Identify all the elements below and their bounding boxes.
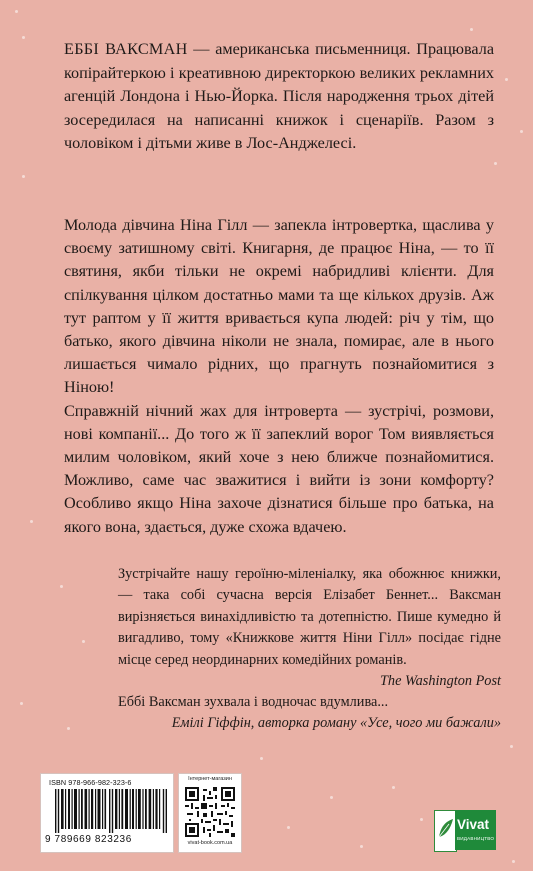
barcode-icon <box>55 789 167 833</box>
decorative-speck <box>287 826 290 829</box>
decorative-speck <box>392 786 395 789</box>
review-text: Зустрічайте нашу героїню-міленіалку, яка обожнює книжки, — така собі сучасна версія Елізабет Беннет... Ваксман вирізняється винахідливістю та дотепністю. Пише кумедно й вигадливо, тому «Книжкове життя Ніни Гілл» посідає гідне місце серед неординарних комедійних романів. <box>118 566 501 668</box>
decorative-speck <box>30 520 33 523</box>
decorative-speck <box>20 702 23 705</box>
author-bio <box>64 38 494 156</box>
review-quote <box>118 564 501 692</box>
decorative-speck <box>512 860 515 863</box>
decorative-speck <box>82 640 85 643</box>
barcode-digits: 9 789669 823236 <box>45 834 132 845</box>
book-synopsis <box>64 214 494 539</box>
isbn-barcode <box>40 773 174 853</box>
review-source: The Washington Post <box>379 673 501 690</box>
publisher-subtitle: ВИДАВНИЦТВО <box>457 836 495 841</box>
decorative-speck <box>494 162 497 165</box>
decorative-speck <box>15 10 18 13</box>
review-source: Емілі Гіффін, авторка роману «Усе, чого ми бажали» <box>171 715 501 732</box>
decorative-speck <box>510 745 513 748</box>
decorative-speck <box>360 845 363 848</box>
decorative-speck <box>60 585 63 588</box>
qr-code-block <box>178 773 242 853</box>
decorative-speck <box>22 36 25 39</box>
synopsis-paragraph: Справжній нічний жах для інтроверта — зустрічі, розмови, нові компанії... До того ж її запеклий ворог Том виявляється милим чоловіком, який хоче з нею ближче познайомитися. Можливо, саме час зважитися і вийти із зони комфорту? Особливо якщо Ніна захоче дізнатися більше про батька, на якого вона, здається, дуже схожа вдачею. <box>64 401 494 536</box>
decorative-speck <box>420 818 423 821</box>
leaf-icon <box>434 810 457 852</box>
author-name: ЕББІ ВАКСМАН <box>64 40 188 58</box>
review-text: Еббі Ваксман зухвала і водночас вдумлива... <box>118 694 389 710</box>
qr-url: vivat-book.com.ua <box>187 840 233 846</box>
qr-code-icon <box>185 787 235 837</box>
publisher-name: Vivat <box>457 817 490 832</box>
synopsis-paragraph: Молода дівчина Ніна Гілл — запекла інтровертка, щаслива у своєму затишному світі. Книгарня, де працює Ніна, — то її святиня, якби тільки не окремі набридливі клієнти. Для спілкування цілком достатньо мами та ще кількох друзів. Аж тут раптом у її життя вривається купа людей: річ у тім, що батько, якого дівчина ніколи не знала, помирає, але в нього лишається чимало рідних, що прагнуть познайомитися з Ніною! <box>64 216 494 397</box>
review-quote <box>118 692 501 735</box>
decorative-speck <box>520 130 523 133</box>
author-bio-text: — американська письменниця. Працювала копірайтеркою і креативною директоркою великих рекламних агенцій Лондона і Нью-Йорка. Після народження трьох дітей зосередилася на написанні книжок і сценаріїв. Разом з чоловіком і дітьми живе в Лос-Анджелесі. <box>64 40 495 153</box>
qr-label: Інтернет-магазин <box>188 776 232 782</box>
decorative-speck <box>330 796 333 799</box>
isbn-number: ISBN 978-966-982-323-6 <box>49 778 132 787</box>
decorative-speck <box>67 727 70 730</box>
publisher-logo <box>434 810 496 850</box>
decorative-speck <box>505 78 508 81</box>
decorative-speck <box>22 175 25 178</box>
decorative-speck <box>260 757 263 760</box>
decorative-speck <box>470 28 473 31</box>
